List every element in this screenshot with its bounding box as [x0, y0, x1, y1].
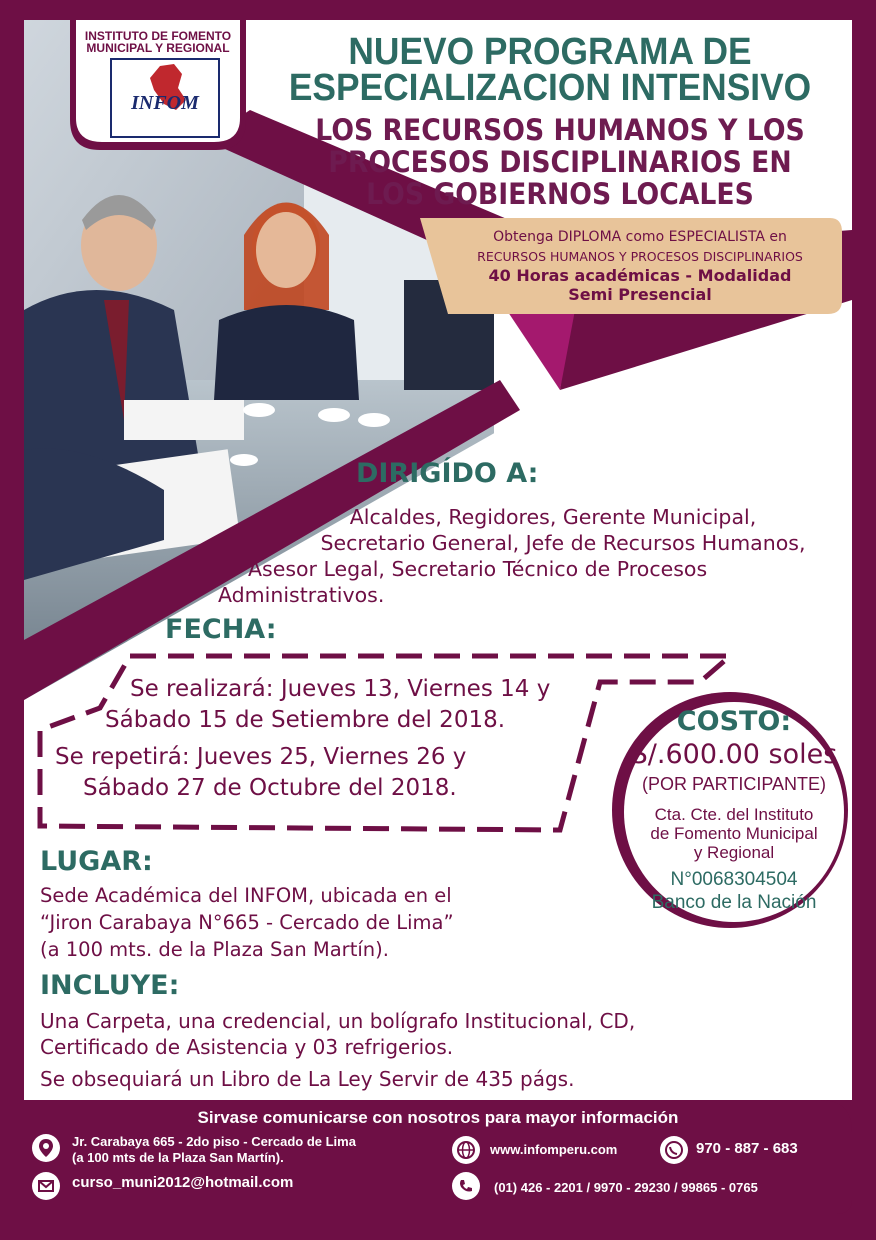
dirigido-text [218, 504, 848, 608]
costo-account [616, 805, 852, 862]
fecha-text [55, 674, 585, 804]
location-pin-icon [32, 1134, 60, 1162]
main-title [271, 31, 829, 109]
costo-block [616, 706, 852, 914]
dirigido-heading: DIRIGÍDO A: [356, 458, 539, 489]
banner-line3: 40 Horas académicas - Modalidad [488, 266, 792, 285]
dirigido-line1: Alcaldes, Regidores, Gerente Municipal, [349, 505, 757, 529]
banner-line4: Semi Presencial [568, 285, 712, 304]
incluye-line3: Se obsequiará un Libro de La Ley Servir de 435 págs. [40, 1067, 575, 1091]
subtitle-line3: LOS GOBIERNOS LOCALES [366, 177, 754, 211]
costo-account-line1: Cta. Cte. del Instituto [654, 805, 814, 824]
subtitle [293, 114, 827, 210]
costo-heading: COSTO: [676, 706, 792, 737]
lugar-heading: LUGAR: [40, 846, 153, 877]
footer-website[interactable]: www.infomperu.com [490, 1142, 618, 1157]
costo-bank-name: Banco de la Nación [651, 892, 817, 913]
fecha-line1: Se realizará: Jueves 13, Viernes 14 y [130, 676, 551, 702]
costo-per-participant: (POR PARTICIPANTE) [641, 774, 827, 794]
email-icon [32, 1172, 60, 1200]
logo-org-line2: MUNICIPAL Y REGIONAL [86, 41, 230, 55]
subtitle-line2: PROCESOS DISCIPLINARIOS EN [328, 145, 792, 179]
footer-address-line2: (a 100 mts de la Plaza San Martín). [72, 1150, 284, 1165]
fecha-line2: Sábado 15 de Setiembre del 2018. [105, 707, 506, 733]
fecha-line4: Sábado 27 de Octubre del 2018. [83, 775, 457, 801]
dirigido-line2: Secretario General, Jefe de Recursos Humanos, [320, 531, 806, 555]
costo-account-number: N°0068304504 [670, 869, 798, 890]
globe-icon [452, 1136, 480, 1164]
logo-org-name [70, 30, 246, 54]
lugar-text [40, 882, 610, 963]
title-line1: NUEVO PROGRAMA DE [348, 31, 752, 73]
infom-logo [70, 20, 246, 148]
dirigido-line4: Administrativos. [218, 583, 385, 607]
lugar-line1: Sede Académica del INFOM, ubicada en el [40, 884, 452, 907]
logo-org-line1: INSTITUTO DE FOMENTO [84, 29, 232, 43]
footer-title: Sirvase comunicarse con nosotros para mayor información [197, 1108, 679, 1127]
costo-account-line3: y Regional [693, 843, 775, 862]
footer-whatsapp[interactable]: 970 - 887 - 683 [696, 1140, 798, 1157]
diploma-banner [440, 228, 840, 304]
dirigido-line3: Asesor Legal, Secretario Técnico de Procesos [248, 557, 708, 581]
whatsapp-icon [660, 1136, 688, 1164]
logo-brand: INFOM [131, 92, 199, 114]
phone-icon [452, 1172, 480, 1200]
costo-bank-info [616, 868, 852, 914]
costo-account-line2: de Fomento Municipal [650, 824, 818, 843]
footer-address [72, 1134, 356, 1166]
footer-phones[interactable]: (01) 426 - 2201 / 9970 - 29230 / 99865 - 0765 [494, 1180, 758, 1195]
logo-frame [110, 58, 220, 138]
incluye-heading: INCLUYE: [40, 970, 180, 1001]
subtitle-line1: LOS RECURSOS HUMANOS Y LOS [315, 113, 805, 147]
title-line2: ESPECIALIZACION INTENSIVO [288, 67, 812, 109]
costo-price: S/.600.00 soles [630, 739, 838, 770]
banner-line2: RECURSOS HUMANOS Y PROCESOS DISCIPLINARIOS [477, 249, 803, 264]
incluye-text [40, 1008, 850, 1092]
incluye-line2: Certificado de Asistencia y 03 refrigerios. [40, 1035, 454, 1059]
footer-address-line1: Jr. Carabaya 665 - 2do piso - Cercado de Lima [72, 1134, 356, 1149]
lugar-line3: (a 100 mts. de la Plaza San Martín). [40, 938, 389, 961]
lugar-line2: “Jiron Carabaya N°665 - Cercado de Lima” [40, 911, 454, 934]
footer-email[interactable]: curso_muni2012@hotmail.com [72, 1174, 294, 1191]
banner-line1: Obtenga DIPLOMA como ESPECIALISTA en [493, 229, 787, 245]
incluye-line1: Una Carpeta, una credencial, un bolígrafo Institucional, CD, [40, 1009, 636, 1033]
fecha-line3: Se repetirá: Jueves 25, Viernes 26 y [55, 744, 467, 770]
fecha-heading: FECHA: [165, 614, 277, 645]
